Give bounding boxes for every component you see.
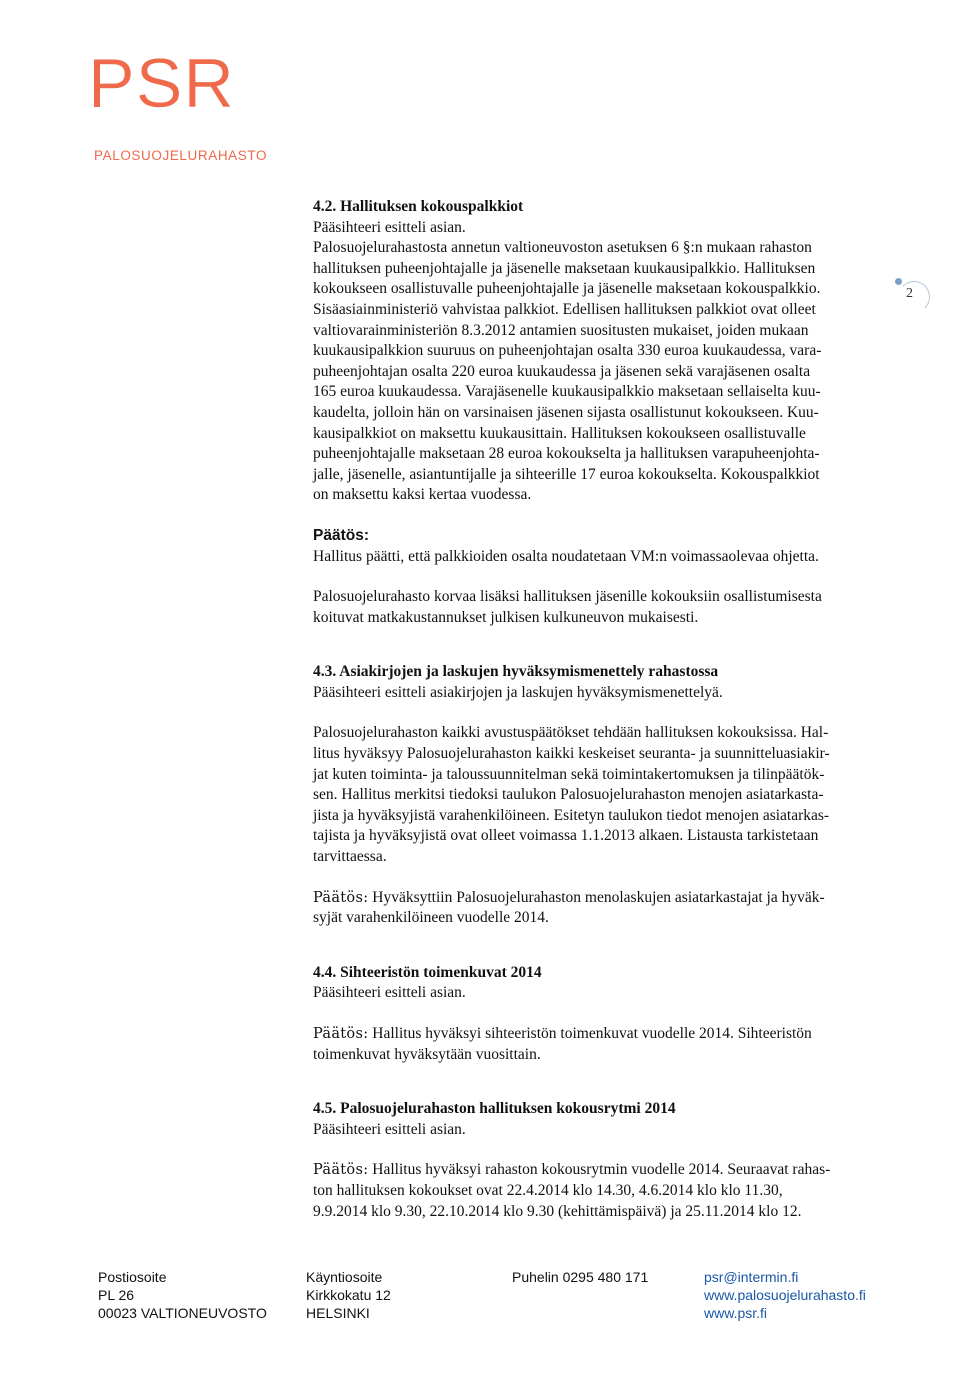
page-number-arc bbox=[898, 281, 930, 313]
decision-text: toimenkuvat hyväksytään vuosittain. bbox=[313, 1045, 541, 1063]
decision-label: Päätös: bbox=[313, 526, 369, 544]
body-line: sen. Hallitus merkitsi tiedoksi taulukon Palosuojelurahaston menojen asiatarkasta- bbox=[313, 786, 824, 804]
spacer bbox=[313, 1004, 888, 1024]
body-line: kuukausipalkkion suuruus on puheenjohtajan osalta 330 euroa kuukaudessa, vara- bbox=[313, 342, 822, 360]
body-line: Palosuojelurahasto korvaa lisäksi hallituksen jäsenille kokouksiin osallistumisesta bbox=[313, 588, 822, 606]
presenter-line: Pääsihteeri esitteli asian. bbox=[313, 218, 466, 236]
decision-label: Päätös: bbox=[313, 1162, 369, 1179]
section-heading: 4.3. Asiakirjojen ja laskujen hyväksymismenettely rahastossa bbox=[313, 663, 719, 681]
presenter-line: Pääsihteeri esitteli asian. bbox=[313, 984, 466, 1002]
decision-label: Päätös: bbox=[313, 889, 369, 906]
decision-text: Hyväksyttiin Palosuojelurahaston menolaskujen asiatarkastajat ja hyväk- bbox=[372, 888, 825, 906]
body-line: Palosuojelurahaston kaikki avustuspäätökset tehdään hallituksen kokouksissa. Hal- bbox=[313, 724, 829, 742]
footer-phone bbox=[512, 1268, 648, 1286]
psr-logo bbox=[88, 44, 268, 168]
body-line: Sisäasiainministeriö vahvistaa palkkiot. Edellisen hallituksen palkkiot ovat olleet bbox=[313, 300, 816, 318]
decision-text: Hallitus päätti, että palkkioiden osalta noudatetaan VM:n voimassaolevaa ohjetta. bbox=[313, 547, 819, 565]
body-line: jista ja hyväksyjistä varahenkilöineen. Esitetyn taulukon tiedot menojen asiatarkas- bbox=[313, 806, 830, 824]
decision-text: ton hallituksen kokoukset ovat 22.4.2014 klo 14.30, 4.6.2014 klo klo 11.30, bbox=[313, 1181, 783, 1199]
decision-text: Hallitus hyväksyi rahaston kokousrytmin vuodelle 2014. Seuraavat rahas- bbox=[372, 1161, 831, 1179]
body-line: tarvittaessa. bbox=[313, 848, 387, 866]
decision-text: syjät varahenkilöineen vuodelle 2014. bbox=[313, 909, 549, 927]
spacer bbox=[313, 703, 888, 723]
body-line: valtiovarainministeriön 8.3.2012 antamien suositusten mukaiset, joiden mukaan bbox=[313, 321, 809, 339]
presenter-line: Pääsihteeri esitteli asiakirjojen ja laskujen hyväksymismenettelyä. bbox=[313, 683, 723, 701]
body-line: kausipalkkiot on maksettu kuukausittain. Hallituksen kokoukseen osallistuvalle bbox=[313, 424, 806, 442]
spacer bbox=[313, 1140, 888, 1160]
decision-text: 9.9.2014 klo 9.30, 22.10.2014 klo 9.30 (kehittämispäivä) ja 25.11.2014 klo 12. bbox=[313, 1202, 802, 1220]
section-heading: 4.5. Palosuojelurahaston hallituksen kokousrytmi 2014 bbox=[313, 1100, 676, 1118]
footer-text: 00023 VALTIONEUVOSTO bbox=[98, 1305, 267, 1321]
body-line: jalle, jäsenelle, asiantuntijalle ja sihteerille 17 euroa kokoukselta. Kokouspalkkiot bbox=[313, 465, 820, 483]
spacer bbox=[313, 1065, 888, 1099]
presenter-line: Pääsihteeri esitteli asian. bbox=[313, 1120, 466, 1138]
body-line: 165 euroa kuukaudessa. Varajäsenelle kuukausipalkkio maksetaan sellaiselta kuu- bbox=[313, 383, 821, 401]
body-line: kaudelta, jolloin hän on varsinaisen jäsenen sijasta osallistunut kokoukseen. Kuu- bbox=[313, 403, 819, 421]
spacer bbox=[313, 929, 888, 963]
footer-label: Postiosoite bbox=[98, 1269, 167, 1285]
body-line: jat kuten toiminta- ja taloussuunnitelman sekä toimintakertomuksen ja tilinpäätök- bbox=[313, 765, 825, 783]
logo-brand: PSR bbox=[88, 44, 235, 122]
body-line: puheenjohtajalle maksetaan 28 euroa kokoukselta ja hallituksen varapuheenjohta- bbox=[313, 445, 820, 463]
footer-postal-address bbox=[98, 1268, 267, 1322]
email-link[interactable]: psr@intermin.fi bbox=[704, 1269, 799, 1285]
body-line: on maksettu kaksi kertaa vuodessa. bbox=[313, 486, 532, 504]
website-link[interactable]: www.palosuojelurahasto.fi bbox=[704, 1287, 866, 1303]
body-line: litus hyväksyy Palosuojelurahaston kaikki keskeiset seuranta- ja suunnitteluasiakir- bbox=[313, 745, 830, 763]
page-number-dot bbox=[895, 278, 902, 285]
footer-label: Käyntiosoite bbox=[306, 1269, 383, 1285]
footer-text: HELSINKI bbox=[306, 1305, 370, 1321]
footer-visiting-address bbox=[306, 1268, 391, 1322]
spacer bbox=[313, 868, 888, 888]
logo-subtitle: PALOSUOJELURAHASTO bbox=[94, 148, 268, 163]
footer-text: Puhelin 0295 480 171 bbox=[512, 1269, 649, 1285]
document-body bbox=[313, 197, 888, 1222]
body-line: hallituksen puheenjohtajalle ja jäsenelle maksetaan kuukausipalkkio. Hallituksen bbox=[313, 259, 816, 277]
section-heading: 4.2. Hallituksen kokouspalkkiot bbox=[313, 198, 524, 215]
spacer bbox=[313, 567, 888, 587]
spacer bbox=[313, 628, 888, 662]
decision-line bbox=[313, 1160, 888, 1181]
decision-label: Päätös: bbox=[313, 1026, 369, 1042]
decision-line bbox=[313, 1024, 888, 1045]
footer-contacts bbox=[704, 1268, 866, 1322]
body-line: Palosuojelurahastosta annetun valtioneuvoston asetuksen 6 §:n mukaan rahaston bbox=[313, 239, 812, 257]
page-number: 2 bbox=[906, 286, 913, 301]
section-heading: 4.4. Sihteeristön toimenkuvat 2014 bbox=[313, 963, 542, 981]
body-line: koituvat matkakustannukset julkisen kulkuneuvon mukaisesti. bbox=[313, 608, 699, 626]
body-line: puheenjohtajan osalta 220 euroa kuukaudessa ja jäsenen sekä varajäsenen osalta bbox=[313, 362, 811, 380]
footer-text: Kirkkokatu 12 bbox=[306, 1287, 391, 1303]
decision-line bbox=[313, 888, 888, 909]
page-footer bbox=[0, 1268, 960, 1328]
body-line: kokoukseen osallistuvalle puheenjohtajalle ja jäsenelle maksetaan kokouspalkkio. bbox=[313, 280, 821, 298]
footer-text: PL 26 bbox=[98, 1287, 135, 1303]
website-link[interactable]: www.psr.fi bbox=[704, 1305, 768, 1321]
decision-text: Hallitus hyväksyi sihteeristön toimenkuvat vuodelle 2014. Sihteeristön bbox=[372, 1025, 812, 1042]
spacer bbox=[313, 506, 888, 526]
body-line: tajista ja hyväksyjistä ovat olleet voimassa 1.1.2013 alkaen. Listausta tarkistetaan bbox=[313, 827, 819, 845]
